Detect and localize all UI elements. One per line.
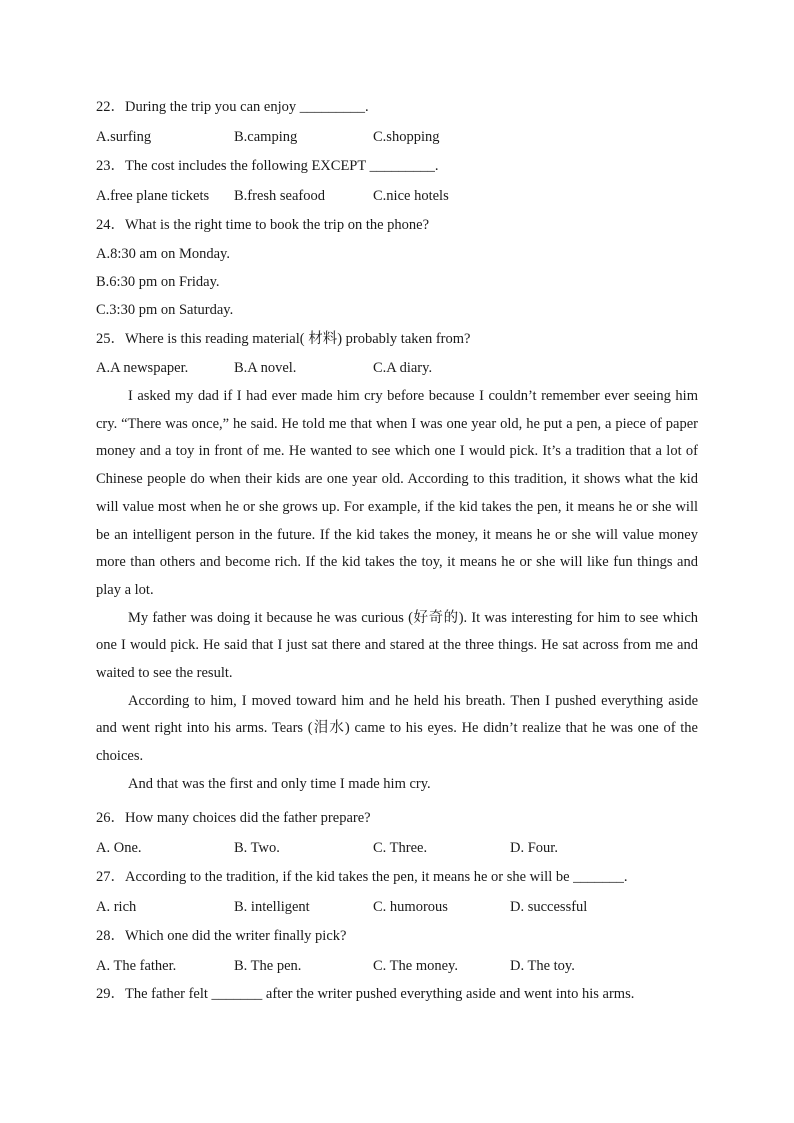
option-d: D. successful [510,899,588,915]
option-a: A. rich [96,899,137,915]
option-b: B.A novel. [234,360,297,376]
option-d: D. Four. [510,840,558,856]
option-a: A.8:30 am on Monday. [96,246,230,262]
option-c: C.shopping [373,129,440,145]
option-b: B.6:30 pm on Friday. [96,274,220,290]
question-28: 28．Which one did the writer finally pick? [96,928,347,944]
passage-paragraph-3: According to him, I moved toward him and he held his breath. Then I pushed everything aside and went right into his arms. Tears (泪水) came to his eyes. He didn’t realize that he was one of the choices. [96,692,698,765]
reading-passage [96,383,698,799]
question-24: 24．What is the right time to book the trip on the phone? [96,217,430,233]
passage-paragraph-2: My father was doing it because he was curious (好奇的). It was interesting for him to see which one I would pick. He said that I just sat there and stared at the three things. He sat across from me and waited to see the result. [96,609,698,682]
question-26: 26．How many choices did the father prepare? [96,810,371,826]
option-b: B.fresh seafood [234,188,326,204]
option-a: A.A newspaper. [96,360,189,376]
option-c: C.nice hotels [373,188,449,204]
question-27: 27．According to the tradition, if the kid takes the pen, it means he or she will be _______. [96,869,628,885]
option-d: D. The toy. [510,958,575,974]
option-c: C. Three. [373,840,428,856]
option-a: A. The father. [96,958,177,974]
option-c: C.3:30 pm on Saturday. [96,302,234,318]
option-b: B.camping [234,129,298,145]
option-c: C.A diary. [373,360,433,376]
option-b: B. The pen. [234,958,302,974]
option-a: A.surfing [96,129,152,145]
option-c: C. humorous [373,899,448,915]
option-b: B. Two. [234,840,280,856]
passage-paragraph-1: I asked my dad if I had ever made him cry before because I couldn’t remember ever seeing him cry. “There was once,” he said. He told me that when I was one year old, he put a pen, a piece of paper money and a toy in front of me. He wanted to see which one I would pick. It’s a tradition that a lot of Chinese people do when their kids are one year old. According to this tradition, it shows what the kid will value most when he or she grows up. For example, if the kid takes the pen, it means he or she will be an intelligent person in the future. If the kid takes the money, it means he or she will value money more than others and become rich. If the kid takes the toy, it means he or she will like fun things and play a lot. [96,388,698,598]
question-23: 23．The cost includes the following EXCEPT _________. [96,158,439,174]
question-25: 25．Where is this reading material( 材料) probably taken from? [96,331,471,347]
question-22: 22．During the trip you can enjoy _________. [96,99,369,115]
passage-paragraph-4: And that was the first and only time I made him cry. [128,775,431,792]
question-29: 29．The father felt _______ after the writer pushed everything aside and went into his arms. [96,986,635,1002]
option-b: B. intelligent [234,899,310,915]
option-c: C. The money. [373,958,458,974]
option-a: A. One. [96,840,142,856]
option-a: A.free plane tickets [96,188,210,204]
